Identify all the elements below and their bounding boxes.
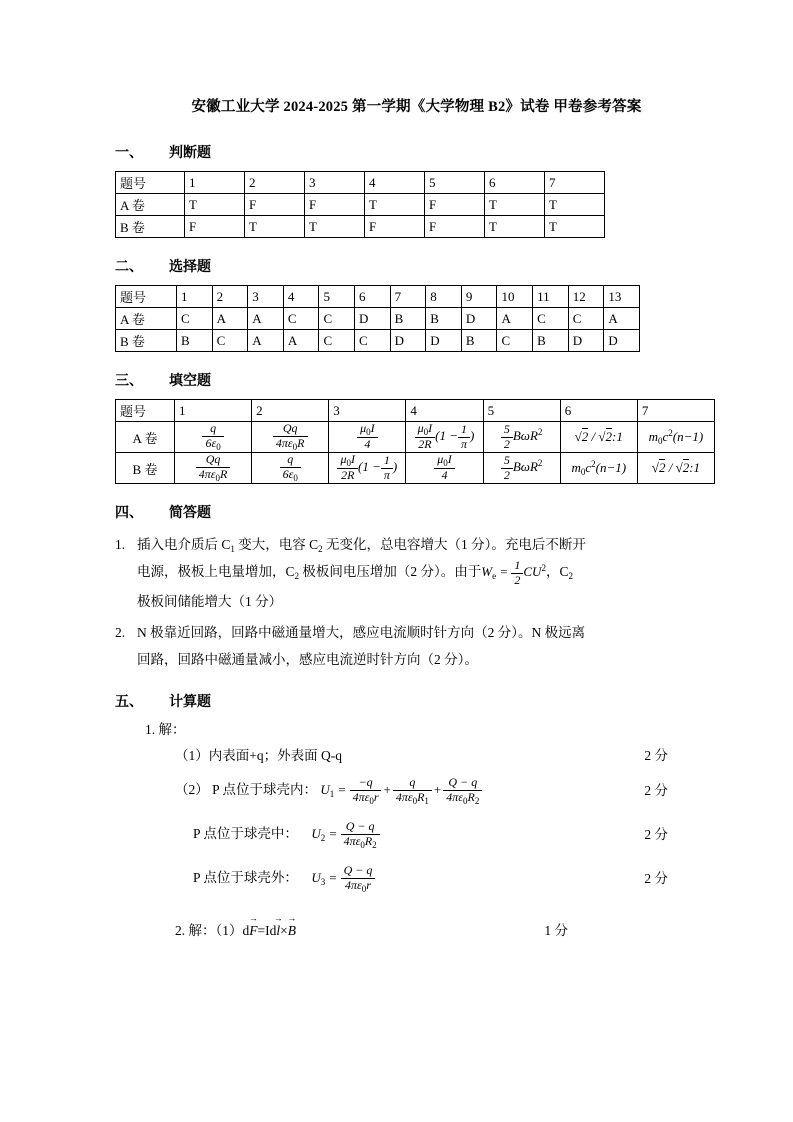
short-answer-2 xyxy=(115,619,718,673)
cell: C xyxy=(319,308,355,330)
cell-row-label: A 卷 xyxy=(116,422,175,453)
section-heading-fill xyxy=(115,370,718,390)
cell: 1 xyxy=(177,286,213,308)
text: 无变化，总电容增大（1 分）。充电后不断开 xyxy=(322,537,586,553)
cell: F xyxy=(185,216,245,238)
formula-u1: $U_1$ = $\frac{-q}{4\pi\varepsilon_0r}$ + $\frac{q}{4\pi\varepsilon_0R_1}$ + $\frac{Q - q}{4\pi\varepsilon_0R_2}$ xyxy=(320,776,482,806)
cell: 1 xyxy=(175,400,252,422)
text: 2 xyxy=(318,544,323,555)
cell-formula-b6: $m_0c^2(n-1)$ xyxy=(560,453,637,484)
cell: D xyxy=(390,330,426,352)
item-body xyxy=(137,531,718,614)
section-number: 四、 xyxy=(115,506,143,522)
text: 极板间电压增加（2 分）。由于 xyxy=(299,564,482,580)
text: 1 xyxy=(230,544,235,555)
item-index: 1. xyxy=(145,721,156,737)
cell: A xyxy=(497,308,533,330)
cell: 5 xyxy=(425,172,485,194)
cell-header-label: 题号 xyxy=(116,172,185,194)
item-index: 2. xyxy=(175,922,186,938)
text: P 点位于球壳外： xyxy=(193,870,298,886)
page-title: 安徽工业大学 2024-2025 第一学期《大学物理 B2》试卷 甲卷参考答案 xyxy=(191,99,642,115)
table-row xyxy=(116,453,715,484)
cell: A xyxy=(604,308,640,330)
formula-u3: $U_3$ = $\frac{Q - q}{4\pi\varepsilon_0r}$ xyxy=(311,864,375,894)
section-label: 选择题 xyxy=(169,260,211,275)
text: 极板间储能增大（1 分） xyxy=(137,593,283,609)
cell: 4 xyxy=(283,286,319,308)
cell-formula-a4: $\frac{\mu_0I}{2R}$ (1 − $\frac{1}{\pi}$ ) xyxy=(406,422,483,453)
cell: 7 xyxy=(545,172,605,194)
cell: 4 xyxy=(365,172,425,194)
cell: A xyxy=(283,330,319,352)
calc-line-4 xyxy=(115,864,718,894)
cell: 7 xyxy=(637,400,714,422)
section-heading-choice xyxy=(115,256,718,276)
cell-formula-a6: √2 / √2:1 xyxy=(560,422,637,453)
cell: A xyxy=(212,308,248,330)
table-row xyxy=(116,286,640,308)
cell-header-label: 题号 xyxy=(116,400,175,422)
formula-u2: $U_2$ = $\frac{Q - q}{4\pi\varepsilon_0R_2}$ xyxy=(311,820,379,850)
score: 1 分 xyxy=(544,922,568,938)
cell: D xyxy=(426,330,462,352)
cell: D xyxy=(604,330,640,352)
cell-formula-b5: $\frac{5}{2}$ BωR$^2$ xyxy=(483,453,560,484)
item-index: 1. xyxy=(115,537,126,553)
cell: F xyxy=(245,194,305,216)
cell: 12 xyxy=(568,286,604,308)
cell: C xyxy=(355,330,391,352)
cell: D xyxy=(355,308,391,330)
text: （1）内表面+q；外表面 Q-q xyxy=(175,747,342,763)
cell: 2 xyxy=(212,286,248,308)
cell: B xyxy=(533,330,569,352)
cell: A xyxy=(248,308,284,330)
score: 2 分 xyxy=(644,827,668,843)
cell: F xyxy=(305,194,365,216)
table-row xyxy=(116,194,605,216)
cell: 6 xyxy=(485,172,545,194)
cell: C xyxy=(212,330,248,352)
cell-formula-b2: $\frac{q}{6\varepsilon_0}$ xyxy=(252,453,329,484)
table-row xyxy=(116,422,715,453)
short-answer-1 xyxy=(115,531,718,614)
calc-line-2 xyxy=(115,776,718,806)
section-heading-short-answer xyxy=(115,502,718,522)
score: 2 分 xyxy=(644,783,668,799)
cell: B xyxy=(426,308,462,330)
cell-formula-a7: $m_0c^2(n-1)$ xyxy=(637,422,714,453)
score: 2 分 xyxy=(644,747,668,763)
cell: C xyxy=(533,308,569,330)
text-and-formula xyxy=(193,820,718,850)
section-label: 计算题 xyxy=(169,694,211,710)
calc-line-3 xyxy=(115,820,718,850)
cell: T xyxy=(185,194,245,216)
item-body xyxy=(137,619,718,673)
cell: 5 xyxy=(319,286,355,308)
text: N 极靠近回路，回路中磁通量增大，感应电流顺时针方向（2 分）。N 极远离 xyxy=(137,624,586,640)
cell: 2 xyxy=(245,172,305,194)
cell-formula-b1: $\frac{Qq}{4\pi\varepsilon_0R}$ xyxy=(175,453,252,484)
section-number: 五、 xyxy=(115,694,143,710)
cell: C xyxy=(319,330,355,352)
cell: 2 xyxy=(252,400,329,422)
calc-item-2 xyxy=(115,921,718,941)
section-label: 简答题 xyxy=(169,506,211,522)
cell-formula-a2: $\frac{Qq}{4\pi\varepsilon_0R}$ xyxy=(252,422,329,453)
cell: 3 xyxy=(248,286,284,308)
cell: 13 xyxy=(604,286,640,308)
cell-formula-b4: $\frac{\mu_0I}{4}$ xyxy=(406,453,483,484)
text: （2） P 点位于球壳内： xyxy=(175,782,318,798)
text: 变大，电容 C xyxy=(234,537,319,553)
cell-row-label: B 卷 xyxy=(116,453,175,484)
cell: T xyxy=(545,194,605,216)
cell: 6 xyxy=(560,400,637,422)
cell: C xyxy=(283,308,319,330)
cell: F xyxy=(425,216,485,238)
cell: 7 xyxy=(390,286,426,308)
calc-line-1 xyxy=(115,746,718,766)
cell: 9 xyxy=(461,286,497,308)
table-judgement xyxy=(115,171,605,238)
cell: 3 xyxy=(329,400,406,422)
calculation-answers xyxy=(115,720,718,941)
cell: T xyxy=(485,216,545,238)
table-fill-blank xyxy=(115,399,715,484)
cell: T xyxy=(305,216,365,238)
text: 回路，回路中磁通量减小，感应电流逆时针方向（2 分）。 xyxy=(137,651,478,667)
table-row xyxy=(116,172,605,194)
calc-item-1-title xyxy=(115,720,718,740)
table-choice xyxy=(115,285,640,352)
cell: C xyxy=(497,330,533,352)
text: 2 xyxy=(294,571,300,582)
cell-formula-b7: √2 / √2:1 xyxy=(637,453,714,484)
cell: T xyxy=(545,216,605,238)
cell: 4 xyxy=(406,400,483,422)
table-row xyxy=(116,308,640,330)
section-number: 一、 xyxy=(115,146,143,161)
text: 解：（1）dF →=Idl →×B → xyxy=(189,923,297,938)
text: 2 xyxy=(568,571,573,582)
text: 解： xyxy=(158,721,186,737)
section-label: 填空题 xyxy=(169,374,211,389)
cell: D xyxy=(461,308,497,330)
item-index: 2. xyxy=(115,624,126,640)
cell-formula-a1: $\frac{q}{6\varepsilon_0}$ xyxy=(175,422,252,453)
cell-formula-b3: $\frac{\mu_0I}{2R}$ (1 − $\frac{1}{\pi}$ ) xyxy=(329,453,406,484)
cell: F xyxy=(365,216,425,238)
cell-row-label: B 卷 xyxy=(116,330,177,352)
text: ，C xyxy=(545,564,569,580)
cell: 11 xyxy=(533,286,569,308)
table-row xyxy=(116,330,640,352)
cell: T xyxy=(365,194,425,216)
cell: C xyxy=(177,308,213,330)
text: 插入电介质后 C xyxy=(137,537,231,553)
section-heading-calculation xyxy=(115,691,718,711)
cell: 6 xyxy=(355,286,391,308)
text: P 点位于球壳中： xyxy=(193,826,298,842)
cell-formula-a5: $\frac{5}{2}$ BωR$^2$ xyxy=(483,422,560,453)
text-and-formula xyxy=(175,776,718,806)
cell: B xyxy=(177,330,213,352)
cell: D xyxy=(568,330,604,352)
cell-formula-a3: $\frac{\mu_0I}{4}$ xyxy=(329,422,406,453)
formula-energy: $W_e$ = $\frac{1}{2}$ $CU^2$ xyxy=(481,558,546,587)
cell: B xyxy=(461,330,497,352)
cell-row-label: A 卷 xyxy=(116,308,177,330)
section-number: 二、 xyxy=(115,260,143,275)
cell-row-label: A 卷 xyxy=(116,194,185,216)
cell: 5 xyxy=(483,400,560,422)
cell: 3 xyxy=(305,172,365,194)
cell: 10 xyxy=(497,286,533,308)
cell: A xyxy=(248,330,284,352)
cell-row-label: B 卷 xyxy=(116,216,185,238)
cell-header-label: 题号 xyxy=(116,286,177,308)
cell: F xyxy=(425,194,485,216)
cell: 1 xyxy=(185,172,245,194)
text-and-formula xyxy=(193,864,718,894)
table-row xyxy=(116,216,605,238)
cell: B xyxy=(390,308,426,330)
cell: 8 xyxy=(426,286,462,308)
table-row xyxy=(116,400,715,422)
cell: C xyxy=(568,308,604,330)
text-and-formula xyxy=(175,921,718,941)
cell: T xyxy=(245,216,305,238)
cell: T xyxy=(485,194,545,216)
section-heading-judge xyxy=(115,142,718,162)
score: 2 分 xyxy=(644,871,668,887)
section-label: 判断题 xyxy=(169,146,211,161)
section-number: 三、 xyxy=(115,374,143,389)
text: 电源，极板上电量增加，C xyxy=(137,564,295,580)
